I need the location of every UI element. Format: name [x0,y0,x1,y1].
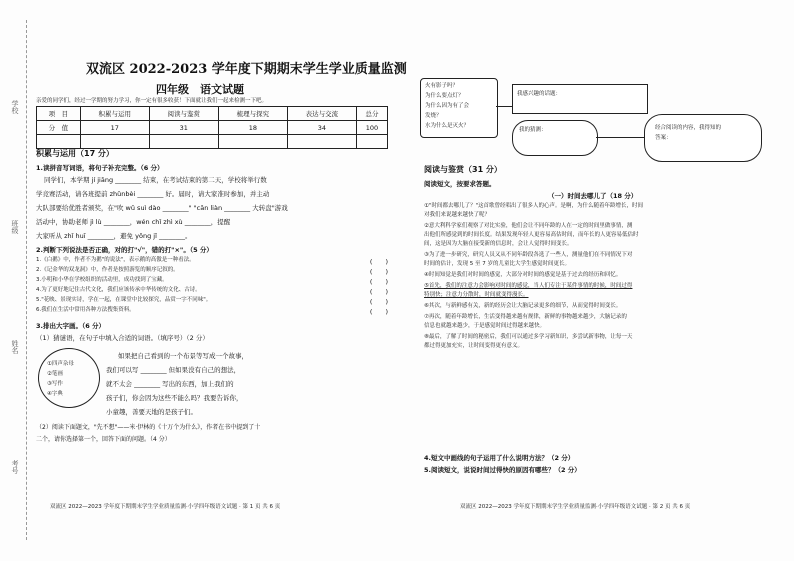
mindmap-guess-box[interactable] [512,120,598,156]
mindmap-answer-label: 答案： [655,135,672,141]
article-line: ②意大利科学家们观察了对比实验，他们会让不同年龄的人在一定的时间里做事情，测 [424,223,633,229]
exam-intro: 亲爱的同学们，经过一学期的努力学习，你一定有很多收获！下面就让我们一起来检测一下吧。 [36,98,268,104]
score-col-total: 总分 [356,107,387,121]
score-table-header [37,107,388,121]
q1-line: 同学们，本学期 jí jiāng ________ 结束，在考试结束的第二天，学校将举行数 [44,176,267,184]
score-table [36,106,388,149]
q3-line: 如果把自己看到的一个布景等写成一个故事， [118,352,248,360]
right-page [420,14,770,534]
score-value: 31 [149,121,218,135]
article-line: 出他们所感觉到的时间长度。结果发现年轻人更容易高估时间，而年长的人更容易低估时 [424,232,639,238]
section-1-heading: 积累与运用（17 分） [36,149,114,158]
q1-line: 学竞赛活动，请各班提前 zhǔnbèi ________ 好。届时，请大家准时参加，并主动 [36,190,270,198]
circle-option: ②笔画 [47,371,63,377]
mindmap-question: 水为什么是灭火？ [425,123,470,129]
q3-line: 小童趣，善要天地的是孩子们。 [106,408,197,416]
circle-option: ④字典 [47,391,63,397]
mindmap-question: 为什么要点灯？ [425,93,464,99]
article-line: 间，这是因为大脑在接受新的信息时，会让人觉得时间变长。 [424,241,573,247]
q1-line: 活动中，协助老师 jì lù ________，wén chǐ zhì xù ________，提醒 [36,218,231,226]
q2-item: 3.小明和小华在学校组织的活动里，成功找到了宝藏。 [36,277,168,283]
q1-line: 大队部要给优胜者颁奖，在"吹 wǔ suì dào ________" "cān liàn ________ 大转盘"游戏 [36,204,288,212]
q2-item: 6.我们在生活中常用各种方法搜集资料。 [36,307,135,313]
article-title: （一）时间去哪儿了（18 分） [548,192,638,200]
mindmap-topic-box[interactable] [512,84,648,114]
score-value: 34 [287,121,356,135]
section-2-heading: 阅读与鉴赏（31 分） [424,165,502,174]
question-4: 4.短文中画线的句子运用了什么说明方法？（2 分） [424,454,575,462]
answer-paren[interactable]: ( ) [369,258,388,266]
answer-paren[interactable]: ( ) [369,278,388,286]
answer-paren[interactable]: ( ) [369,308,388,316]
mindmap-question-box [420,78,498,138]
q1-line: 大家听从 zhǐ huī ________，避免 yōng jǐ ________。 [36,232,192,240]
q3-line: 就不太会 ________ 写出的东西，加上我们的 [106,380,234,388]
binding-label-class: 班级 [11,220,19,234]
q3-part-2b: 二个，请你选择第一个，回答下面的问题。（4 分） [36,436,171,443]
answer-paren[interactable]: ( ) [369,298,388,306]
mindmap-connector [496,106,512,107]
q3-sub: （1）猜谜语，在句子中填入合适的词语。（填序号）（2 分） [36,334,209,342]
left-footer: 双流区 2022—2023 学年度下期期末学生学业质量监测·小学四年级语文试题 · 第 1 页 共 6 页 [50,504,281,510]
article-line: 都过得更加充实，让时间变得更有意义。 [424,343,524,349]
article-line: ⑦再次，随着年龄增长，生活变得越来越有规律，新鲜的事物越来越少，大脑记录的 [424,314,627,320]
article-line-underlined: 特别快；注意力分散时，时间就变得漫长。 [424,292,529,298]
right-footer: 双流区 2022—2023 学年度下期期末学生学业质量监测·小学四年级语文试题 · 第 2 页 共 6 页 [460,504,691,510]
binding-label-number: 考号 [11,460,19,474]
options-circle [38,348,100,408]
article-line: ⑥其次，与新鲜感有关，新的经历会让大脑记录更多的细节，从而觉得时间变长。 [424,303,622,309]
q2-item: 2.《记金华的双龙洞》中，作者是按照游览的顺序记叙的。 [36,267,179,273]
q2-item: 4.为了更好地记住古代文化，我们应该传承中华传统的文化、古诗。 [36,287,201,293]
question-1: 1.读拼音写词语，将句子补充完整。（6 分） [36,164,164,172]
binding-label-school: 学校 [11,100,19,114]
mindmap-topic-label: 我感兴趣的话题： [517,91,562,97]
circle-option: ③写作 [47,381,63,387]
article-line: 时间的估计，发现 5 至 7 岁的儿童比大学生感觉时间更长。 [424,261,570,267]
score-table-row [37,121,388,135]
q2-item: 5."花映、景现实诗，学在一起，在课堂中比较探究，品赏一字不同味"。 [36,297,212,303]
q3-part-2: （2）阅读下面题文，"先不想"——米·伊林的《十万个为什么》，作者在书中提到了十 [36,424,261,431]
mindmap-question: 为什么因为有了会 [425,103,470,109]
exam-title: 双流区 2022-2023 学年度下期期末学生学业质量监测 [86,62,407,77]
score-value: 18 [218,121,287,135]
exam-subtitle: 四年级 语文试题 [156,83,244,96]
article-line-underlined: ⑤首先，我们的注意力会影响对时间的感觉，当人们专注于某件事情的时候，时间过得 [424,283,633,289]
q2-item: 1.《白鹅》中，作者不为鹅"的说法"，表示鹅的高傲是一种看法。 [36,257,195,263]
score-col-accumulation: 积累与运用 [80,107,149,121]
q3-line: 孩子们，你会因为这些不能么吗？我要告诉你， [106,394,243,402]
article-line: 信息也就越来越少，于是感觉时间过得越来越快。 [424,323,546,329]
answer-paren[interactable]: ( ) [369,268,388,276]
reading-instruction: 阅读短文，按要求答题。 [424,180,496,188]
left-page [36,14,407,534]
score-col-reading: 阅读与鉴赏 [149,107,218,121]
article-line: 对我们来说越来越快了呢？ [424,212,491,218]
score-col-inquiry: 梳理与探究 [218,107,287,121]
mindmap-answer-label: 经合阅读的内容，我得知的 [655,125,722,131]
question-3: 3.排出大字画。（6 分） [36,322,106,330]
score-table-blank-row [37,135,388,149]
circle-option: ①四声杂母 [47,361,74,367]
article-line: ①"时间都去哪儿了？"这首歌曾经唱出了很多人的心声。是啊，为什么随着年龄增长，时间 [424,203,643,209]
mindmap-answer-box[interactable] [644,114,762,162]
binding-margin [8,20,27,540]
mindmap-question: 发烧？ [425,113,442,119]
question-2: 2.判断下列说法是否正确，对的打"√"，错的打"×"。（5 分） [36,246,213,254]
question-5: 5.阅读短文，说说时间过得快的原因有哪些？（2 分） [424,466,581,474]
q3-line: 我们可以写 ________ 但如果没有自己的想法， [106,366,241,374]
score-row-label: 分 值 [37,121,81,135]
mindmap-guess-label: 我的猜测： [519,127,547,133]
score-value: 100 [356,121,387,135]
mindmap-question: 火有影子吗？ [425,83,459,89]
article-line: ④时间知觉是我们对时间的感觉，大部分对时间的感觉是基于过去的经历和回忆。 [424,272,622,278]
article-line: ⑧最后，了解了时间的秘密后，我们可以通过多学习新知识，多尝试新事物，让每一天 [424,334,633,340]
score-col-item: 项 目 [37,107,81,121]
score-col-expression: 表达与交流 [287,107,356,121]
score-value: 17 [80,121,149,135]
mindmap-connector [596,137,644,138]
answer-paren[interactable]: ( ) [369,288,388,296]
binding-label-name: 姓名 [11,340,19,354]
article-line: ③为了进一步研究，研究人员又从不同年龄段各选了一些人，测量他们在不同情况下对 [424,252,633,258]
